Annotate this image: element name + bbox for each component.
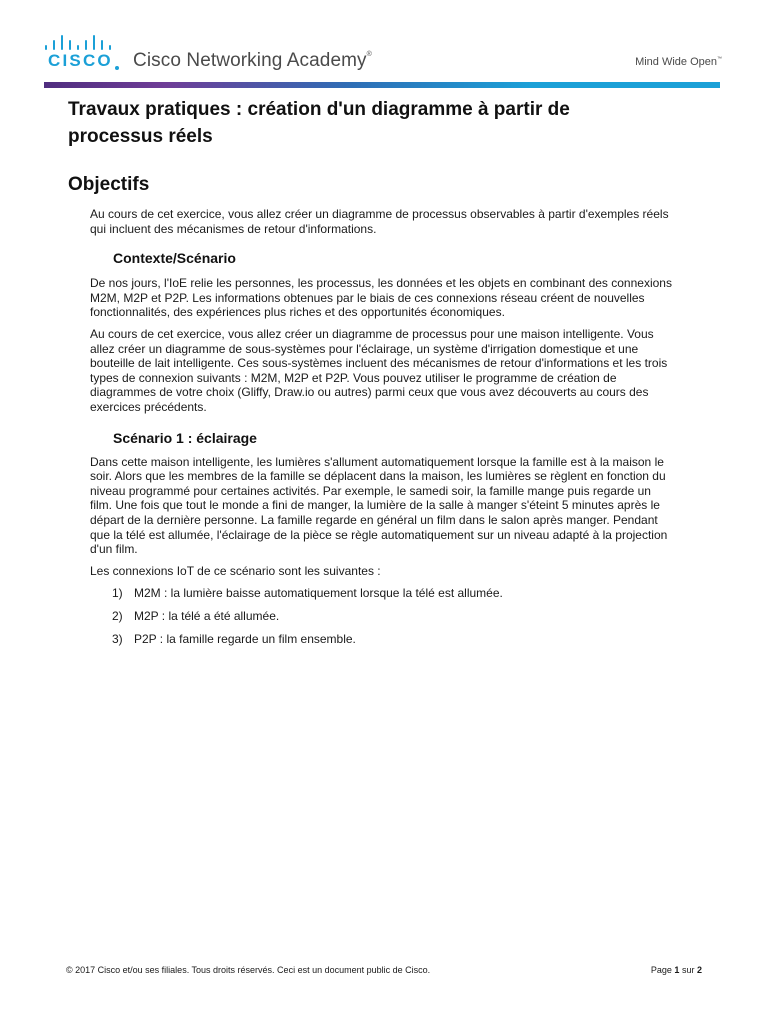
- connections-intro: Les connexions IoT de ce scénario sont les suivantes :: [90, 563, 381, 578]
- cisco-bridge-icon: [44, 30, 116, 50]
- cisco-logo: [44, 30, 116, 72]
- context-paragraph-1: De nos jours, l'IoE relie les personnes, les processus, les données et les objets en combinant des connexions M2M, M2P et P2P. Les informations obtenues par le biais de ces connexions réseau créent de nouvelles fonctionnalités, des expériences plus riches et des opportunités économiques.: [90, 276, 672, 320]
- page-number: Page 1 sur 2: [650, 965, 702, 975]
- list-item: 1) M2M : la lumière baisse automatiquement lorsque la télé est allumée.: [112, 586, 503, 601]
- context-paragraph-2: Au cours de cet exercice, vous allez créer un diagramme de processus pour une maison intelligente. Vous allez créer un diagramme de sous-systèmes pour l'éclairage, un système d'irrigation domestique et une bouteille de lait intelligente. Ces sous-systèmes incluent des mécanismes de retour d'informations et les trois types de connexion suivants : M2M, M2P et P2P. Vous pouvez utiliser le programme de création de diagrammes de votre choix (Gliffy, Draw.io ou autres) parmi ceux que vous avez découverts au cours des exercices précédents.: [90, 326, 668, 414]
- connections-list: [68, 586, 708, 647]
- page-header: [0, 0, 768, 90]
- list-item: 3) P2P : la famille regarde un film ensemble.: [112, 632, 356, 647]
- objectives-text: Au cours de cet exercice, vous allez créer un diagramme de processus observables à partir d'exemples réels qui incluent des mécanismes de retour d'informations.: [90, 207, 669, 236]
- scenario-1-paragraph: Dans cette maison intelligente, les lumières s'allument automatiquement lorsque la famille est à la maison le soir. Alors que les membres de la famille se déplacent dans la maison, les lumières se règlent en fonction du niveau programmé pour certaines activités. Par exemple, le samedi soir, la famille mange puis regarde un film. Une fois que tout le monde a fini de manger, la lumière de la salle à manger s'éteint 5 minutes après le départ de la dernière personne. La famille regarde en général un film dans le salon après manger. Pendant que la télé est allumée, l'éclairage de la pièce se règle automatiquement sur un niveau adapté à la projection d'un film.: [90, 454, 668, 557]
- document-title: Travaux pratiques : création d'un diagramme à partir de processus réels: [68, 99, 570, 147]
- list-item: 2) M2P : la télé a été allumée.: [112, 609, 280, 624]
- header-gradient-rule: [44, 82, 720, 88]
- copyright-notice: © 2017 Cisco et/ou ses filiales. Tous droits réservés. Ceci est un document public de Cisco.: [66, 965, 431, 975]
- cisco-wordmark: CISCO: [48, 51, 113, 70]
- academy-name: Cisco Networking Academy®: [133, 50, 372, 71]
- tagline: Mind Wide Open™: [635, 56, 722, 68]
- document-body: [68, 96, 708, 656]
- context-heading: Contexte/Scénario: [113, 250, 236, 267]
- cisco-dot: [115, 66, 119, 70]
- page-footer: [66, 965, 702, 975]
- objectives-heading: Objectifs: [68, 174, 150, 195]
- scenario-1-heading: Scénario 1 : éclairage: [113, 429, 257, 446]
